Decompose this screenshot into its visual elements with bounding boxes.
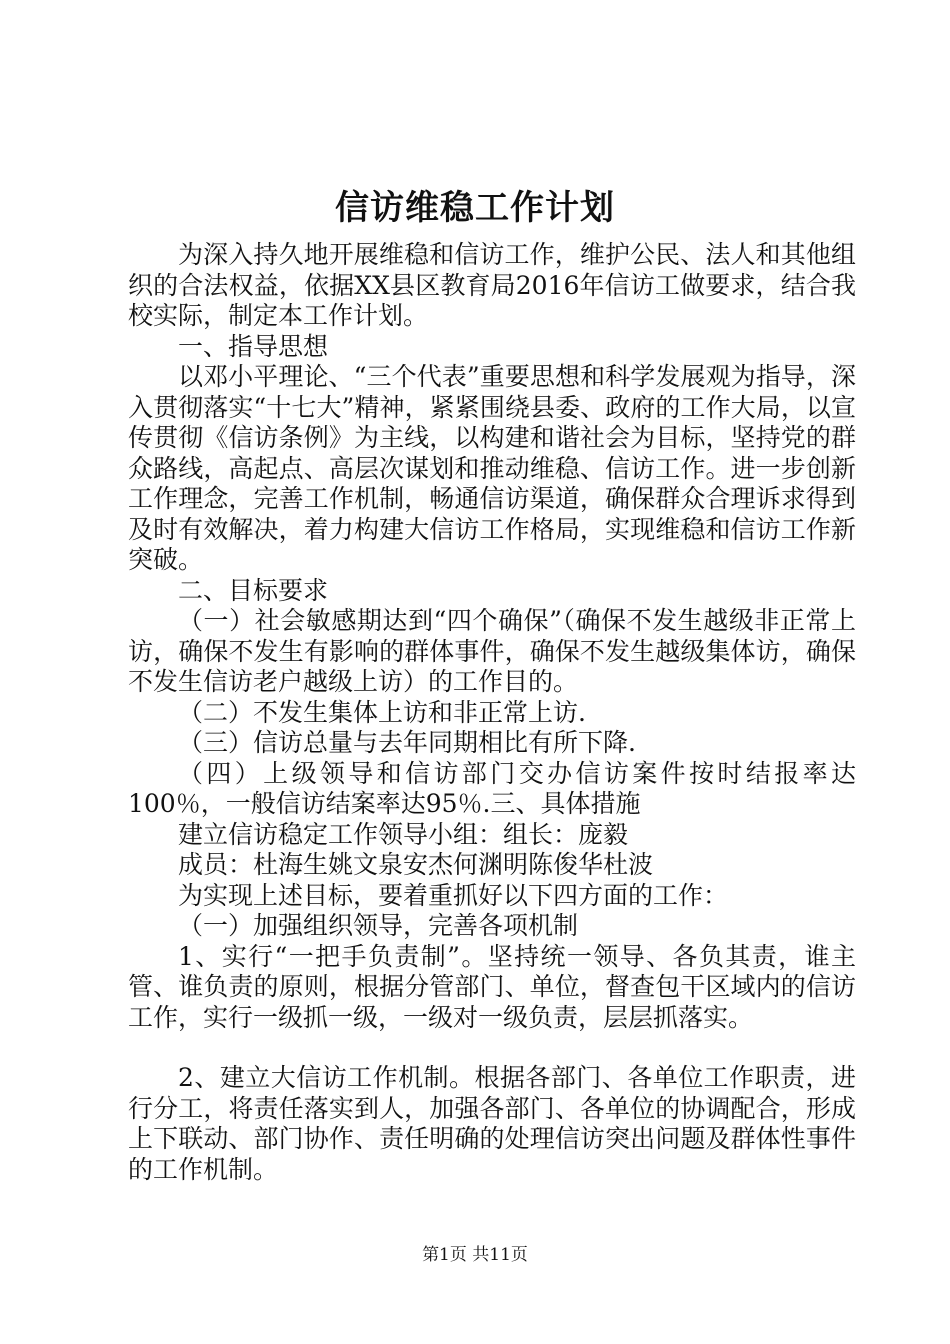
page-footer: 第1页 共11页 — [422, 1245, 528, 1265]
members-line: 成员：杜海生姚文泉安杰何渊明陈俊华杜波 — [178, 850, 654, 879]
intro-paragraph: 为深入持久地开展维稳和信访工作，维护公民、法人和其他组织的合法权益，依据XX县区教育局2016年信访工做要求，结合我校实际，制定本工作计划。 — [128, 240, 856, 330]
measure-item-1: 1、实行“一把手负责制”。坚持统一领导、各负其责，谁主管、谁负责的原则，根据分管部门、单位，督查包干区域内的信访工作，实行一级抓一级，一级对一级负责，层层抓落实。 — [128, 941, 856, 1032]
goal-item-1: （一）社会敏感期达到“四个确保”（确保不发生越级非正常上访，确保不发生有影响的群体事件，确保不发生越级集体访，确保不发生信访老户越级上访）的工作目的。 — [128, 606, 856, 696]
four-aspects-intro: 为实现上述目标，要着重抓好以下四方面的工作： — [178, 880, 729, 910]
document-title: 信访维稳工作计划 — [335, 188, 615, 228]
section-heading-guiding-ideology: 一、指导思想 — [178, 331, 329, 361]
leadership-group-line: 建立信访稳定工作领导小组：组长：庞毅 — [178, 819, 629, 849]
paragraph-gap — [128, 1033, 856, 1063]
measure-heading-1: （一）加强组织领导，完善各项机制 — [178, 911, 579, 940]
measure-item-2: 2、建立大信访工作机制。根据各部门、各单位工作职责，进行分工，将责任落实到人，加强各部门、各单位的协调配合，形成上下联动、部门协作、责任明确的处理信访突出问题及群体性事件的工作机制。 — [128, 1063, 856, 1184]
goal-item-4: （四）上级领导和信访部门交办信访案件按时结报率达100％，一般信访结案率达95％.三、具体措施 — [128, 758, 856, 818]
goal-item-2: （二）不发生集体上访和非正常上访. — [178, 697, 586, 727]
guiding-ideology-paragraph: 以邓小平理论、“三个代表”重要思想和科学发展观为指导，深入贯彻落实“十七大”精神，紧紧围绕县委、政府的工作大局，以宣传贯彻《信访条例》为主线，以构建和谐社会为目标，坚持党的群众路线，高起点、高层次谋划和推动维稳、信访工作。进一步创新工作理念，完善工作机制，畅通信访渠道，确保群众合理诉求得到及时有效解决，着力构建大信访工作格局，实现维稳和信访工作新突破。 — [128, 362, 856, 574]
document-body — [128, 240, 856, 1185]
section-heading-goals: 二、目标要求 — [178, 575, 329, 605]
goal-item-3: （三）信访总量与去年同期相比有所下降. — [178, 728, 636, 757]
